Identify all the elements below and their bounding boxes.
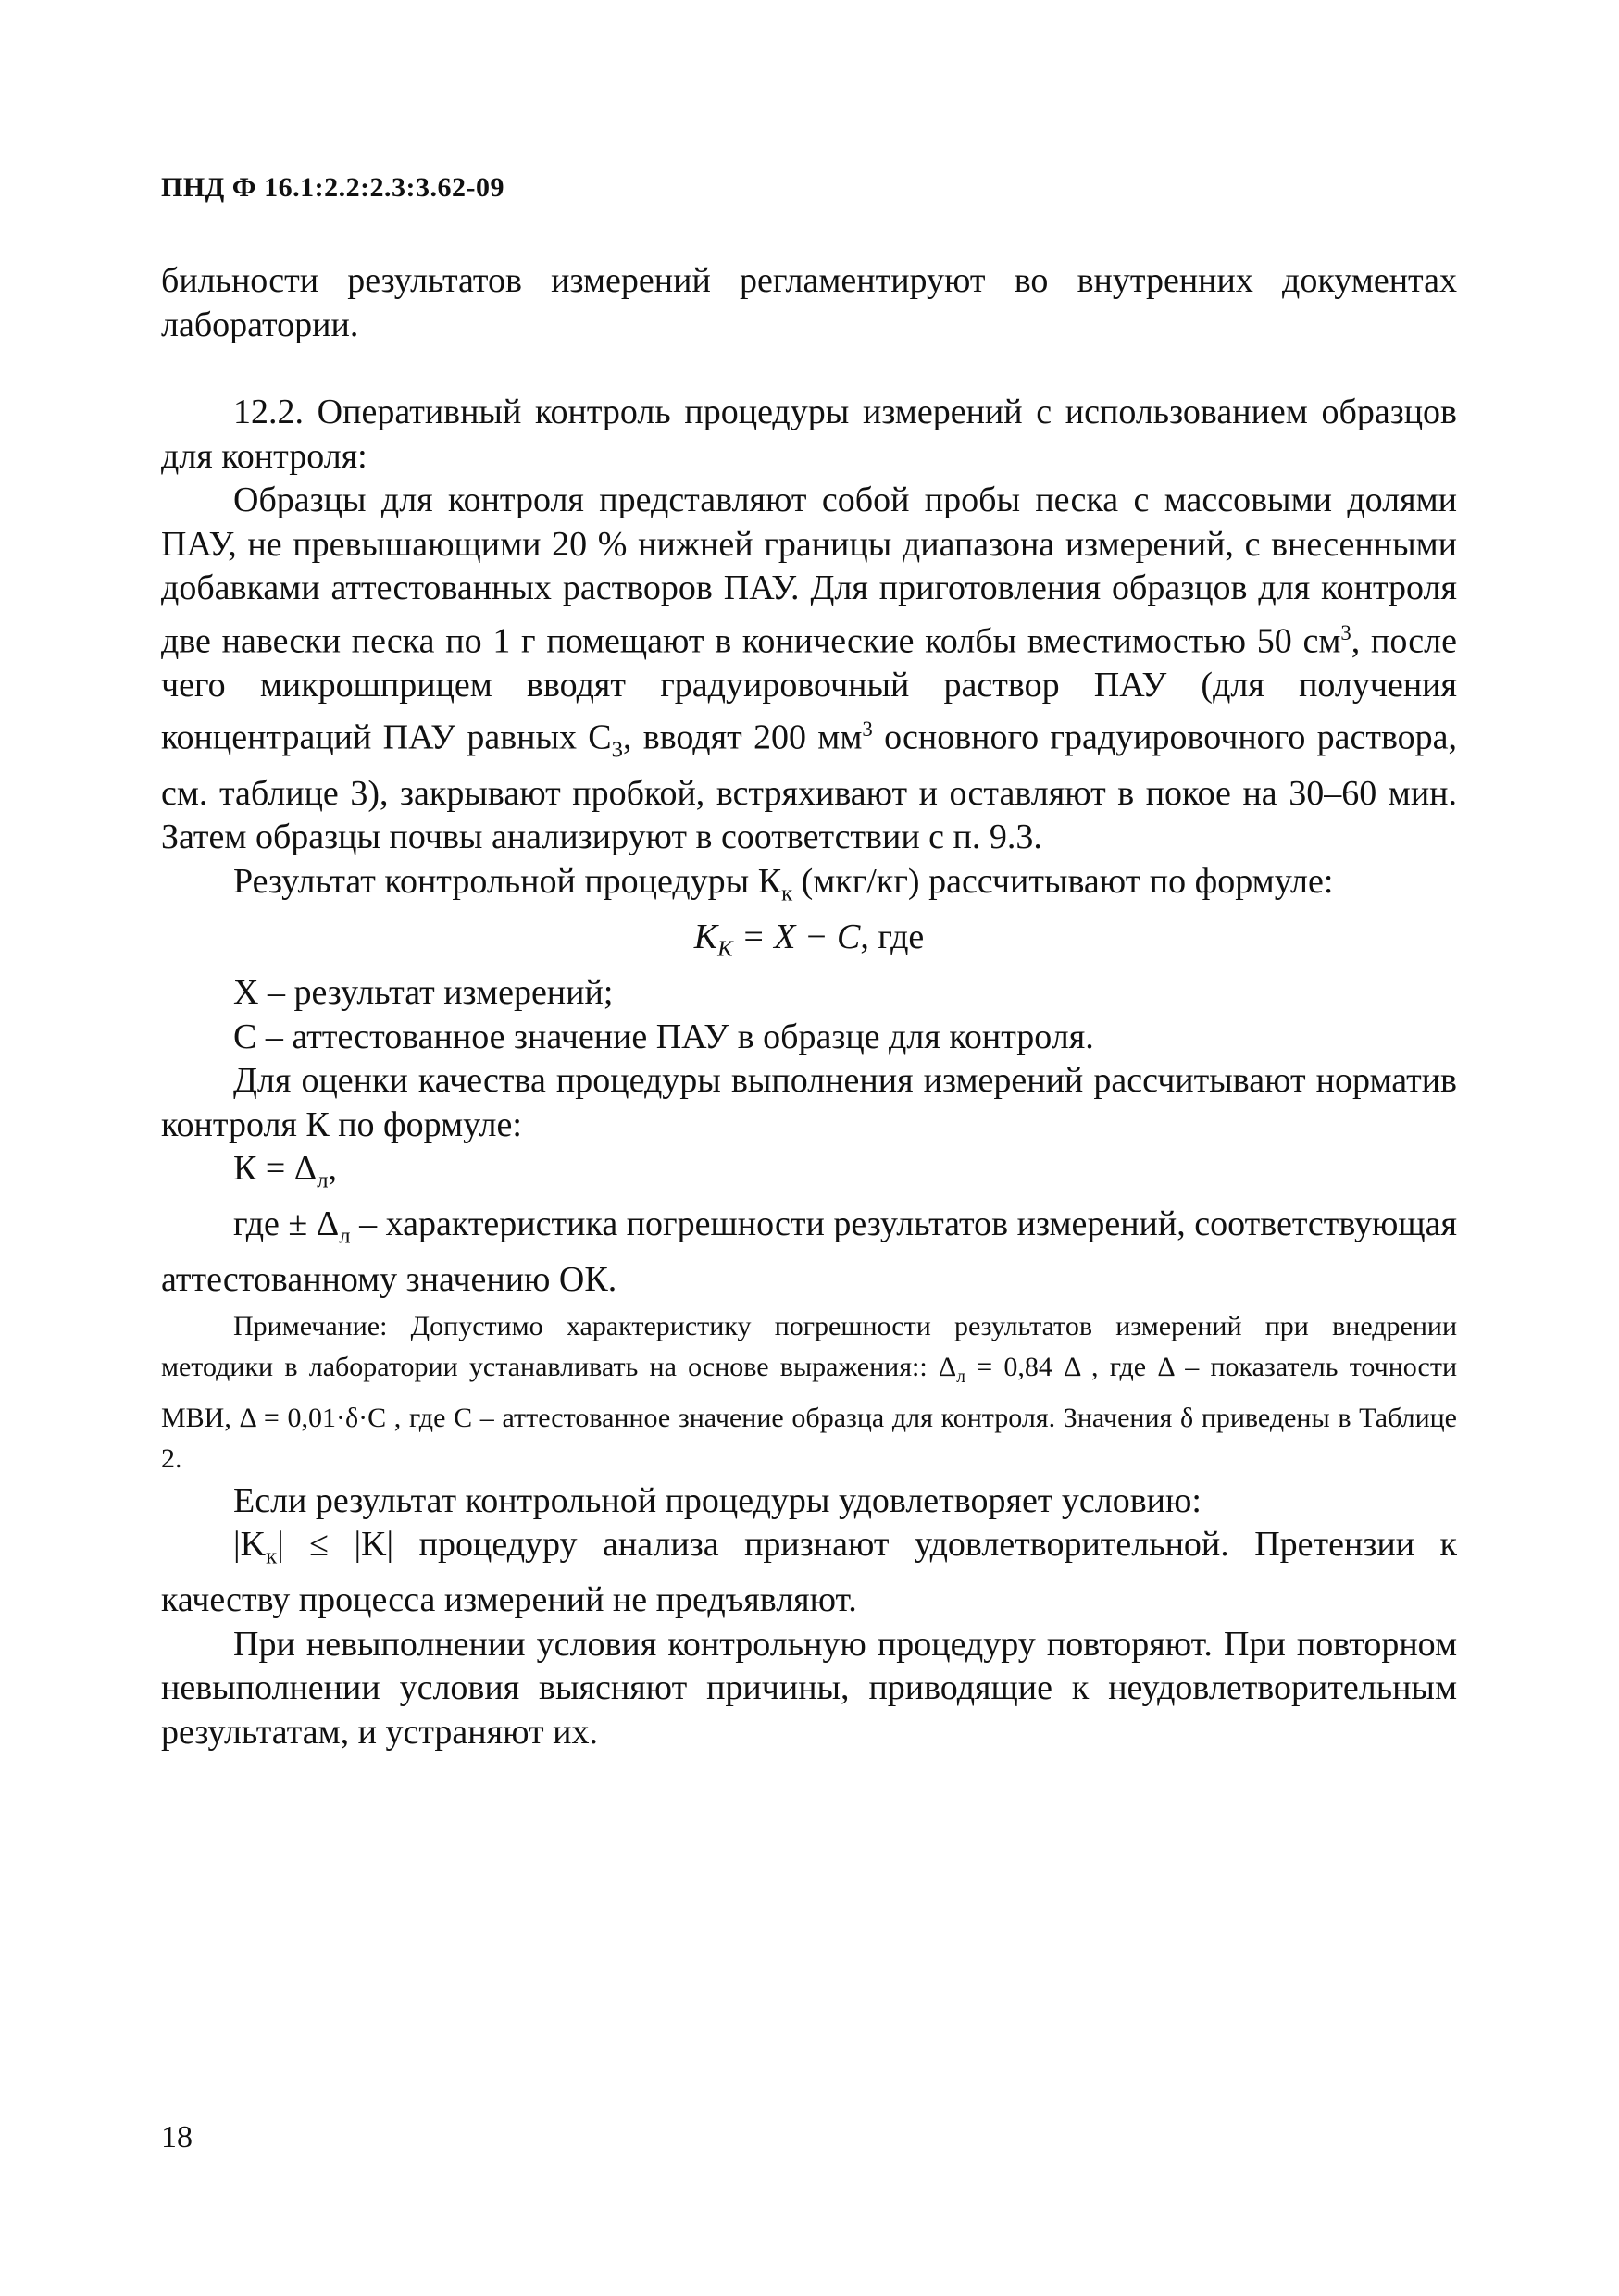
paragraph-control-samples [161, 479, 1457, 860]
text-run: , после чего микрошприцем вводят градуировочный раствор ПАУ (для получения концентраций ПАУ равных С [161, 621, 1457, 757]
paragraph-continuation: бильности результатов измерений регламентируют во внутренних документах лаборатории. [161, 261, 1457, 344]
document-code-header: ПНД Ф 16.1:2.2:2.3:3.62-09 [161, 172, 505, 203]
note [161, 1306, 1457, 1479]
formula-rhs: = X − C [732, 917, 861, 956]
text-run: процедуру анализа признают удовлетворительной. Претензии к качеству процесса измерений не предъявляют. [161, 1525, 1457, 1620]
paragraph-repeat: При невыполнении условия контрольную процедуру повторяют. При повторном невыполнении условия выясняют причины, приводящие к неудовлетворительным результатам, и устраняют их. [161, 1624, 1457, 1752]
section-heading-12-2: 12.2. Оперативный контроль процедуры измерений с использованием образцов для контроля: [161, 393, 1457, 476]
text-run: К = Δ [233, 1149, 318, 1189]
superscript: 3 [1340, 620, 1351, 644]
paragraph-condition-result [161, 1523, 1457, 1623]
paragraph-control-result [161, 860, 1457, 916]
text-run: (мкг/кг) рассчитывают по формуле: [792, 861, 1334, 901]
text-run: , вводят 200 мм [623, 718, 863, 757]
text-run: | ≤ |K| [277, 1525, 394, 1565]
document-body [161, 259, 1457, 1754]
text-run: Образцы для контроля представляют собой пробы песка с массовыми долями ПАУ, не превышающими 20 % нижней границы диапазона измерений, с внесенными добавками аттестованных растворов ПАУ. Для приготовления образцов для контроля две навески песка по 1 г помещают в конические колбы вместимостью 50 см [161, 480, 1457, 661]
subscript: 3 [611, 737, 623, 763]
formula-where: , где [860, 917, 925, 956]
text-run: где ± Δ [233, 1204, 340, 1244]
text-run: основного градуировочного раствора, см. таблице 3), закрывают пробкой, встряхивают и оставляют в покое на 30–60 мин. Затем образцы почвы анализируют в соответствии с п. 9.3. [161, 718, 1457, 857]
text-run: Результат контрольной процедуры К [233, 861, 782, 901]
paragraph-error-characteristic [161, 1203, 1457, 1303]
subscript: л [956, 1366, 965, 1387]
text-run: = 0,84 Δ , где Δ – показатель точности МВИ, Δ = 0,01·δ·C , где С – аттестованное значение образца для контроля. Значения δ приведены в Таблице 2. [161, 1351, 1457, 1474]
subscript: к [266, 1543, 278, 1569]
page-number: 18 [161, 2120, 193, 2154]
subscript: K [717, 936, 733, 962]
text-run: |K [233, 1525, 267, 1565]
subscript: к [781, 880, 793, 906]
formula-symbol: K [693, 917, 718, 956]
formula-norm [161, 1147, 1457, 1203]
definition-x: X – результат измерений; [233, 973, 614, 1013]
superscript: 3 [862, 718, 873, 742]
document-page [161, 0, 1457, 2296]
subscript: л [317, 1167, 329, 1193]
paragraph-norm: Для оценки качества процедуры выполнения измерений рассчитывают норматив контроля К по формуле: [161, 1061, 1457, 1144]
definition-c: С – аттестованное значение ПАУ в образце для контроля. [233, 1017, 1094, 1056]
formula-control-result [161, 916, 1457, 971]
text-run: – характеристика погрешности результатов измерений, соответствующая аттестованному значению ОК. [161, 1204, 1457, 1300]
subscript: л [339, 1223, 351, 1249]
text-run: Примечание: Допустимо характеристику погрешности результатов измерений при внедрении методики в лаборатории устанавливать на основе выражения:: Δ [161, 1310, 1457, 1382]
paragraph-condition: Если результат контрольной процедуры удовлетворяет условию: [233, 1480, 1202, 1520]
text-run: , [328, 1149, 338, 1189]
